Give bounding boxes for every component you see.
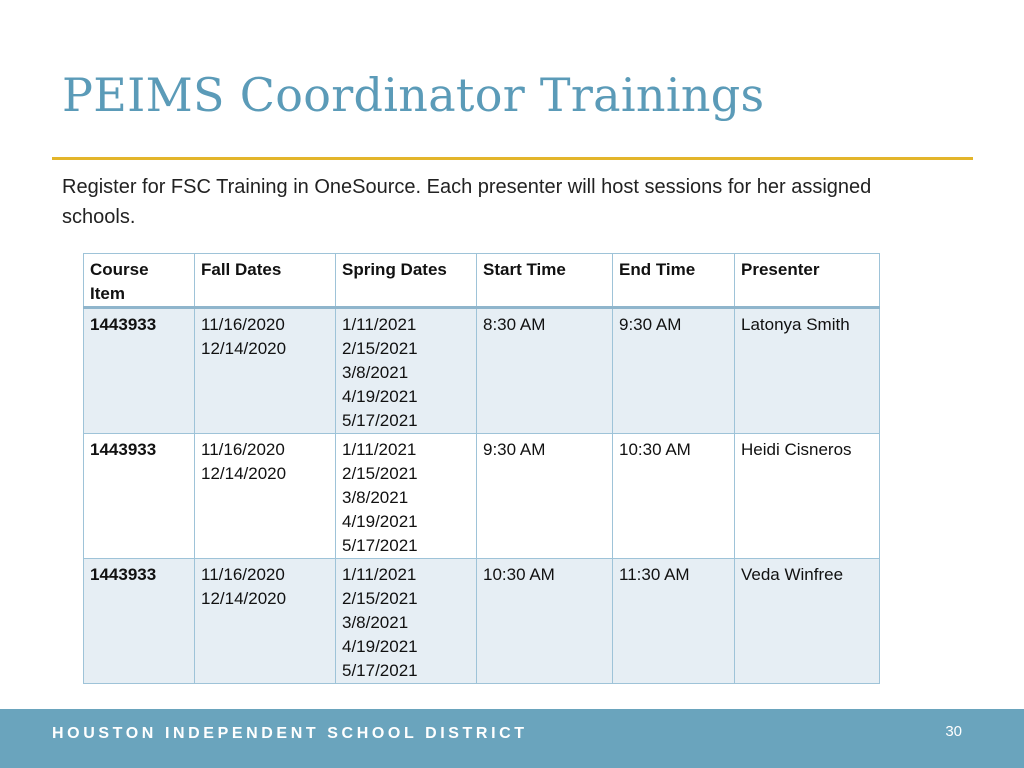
page-number: 30	[945, 723, 962, 740]
header-fall-dates: Fall Dates	[195, 254, 336, 308]
presenter-cell: Latonya Smith	[735, 308, 880, 434]
training-schedule-table	[83, 253, 880, 684]
spring-date: 1/11/2021	[342, 440, 417, 459]
spring-date: 3/8/2021	[342, 613, 409, 632]
fall-date: 11/16/2020	[201, 315, 285, 334]
fall-date: 11/16/2020	[201, 565, 285, 584]
spring-date: 2/15/2021	[342, 464, 418, 483]
fall-date: 12/14/2020	[201, 339, 287, 358]
spring-date: 1/11/2021	[342, 565, 417, 584]
fall-date: 12/14/2020	[201, 464, 287, 483]
end-time-cell: 9:30 AM	[613, 308, 735, 434]
course-item-cell: 1443933	[84, 308, 195, 434]
spring-dates-cell	[336, 308, 477, 434]
header-presenter: Presenter	[735, 254, 880, 308]
spring-date: 4/19/2021	[342, 387, 418, 406]
district-name: HOUSTON INDEPENDENT SCHOOL DISTRICT	[52, 725, 528, 742]
end-time-cell: 10:30 AM	[613, 434, 735, 559]
table-row	[84, 434, 880, 559]
course-item-cell: 1443933	[84, 434, 195, 559]
fall-dates-cell	[195, 434, 336, 559]
spring-date: 3/8/2021	[342, 488, 409, 507]
start-time-cell: 8:30 AM	[477, 308, 613, 434]
spring-date: 2/15/2021	[342, 589, 418, 608]
fall-date: 11/16/2020	[201, 440, 285, 459]
presenter-cell: Heidi Cisneros	[735, 434, 880, 559]
fall-date: 12/14/2020	[201, 589, 287, 608]
end-time-cell: 11:30 AM	[613, 559, 735, 684]
table-header-row	[84, 254, 880, 308]
spring-date: 4/19/2021	[342, 512, 418, 531]
footer-bar	[0, 709, 1024, 768]
start-time-cell: 9:30 AM	[477, 434, 613, 559]
spring-dates-cell	[336, 434, 477, 559]
spring-date: 5/17/2021	[342, 536, 418, 555]
spring-date: 5/17/2021	[342, 411, 418, 430]
intro-text: Register for FSC Training in OneSource. Each presenter will host sessions for her assigned schools.	[62, 176, 872, 228]
spring-date: 5/17/2021	[342, 661, 418, 680]
spring-date: 1/11/2021	[342, 315, 417, 334]
header-course-item: Course Item	[84, 254, 195, 308]
presenter-cell: Veda Winfree	[735, 559, 880, 684]
header-start-time: Start Time	[477, 254, 613, 308]
start-time-cell: 10:30 AM	[477, 559, 613, 684]
course-item-cell: 1443933	[84, 559, 195, 684]
fall-dates-cell	[195, 308, 336, 434]
header-spring-dates: Spring Dates	[336, 254, 477, 308]
table-row	[84, 308, 880, 434]
spring-date: 2/15/2021	[342, 339, 418, 358]
fall-dates-cell	[195, 559, 336, 684]
table-row	[84, 559, 880, 684]
spring-date: 4/19/2021	[342, 637, 418, 656]
slide-title: PEIMS Coordinator Trainings	[62, 68, 765, 122]
spring-date: 3/8/2021	[342, 363, 409, 382]
title-divider	[52, 157, 973, 160]
header-end-time: End Time	[613, 254, 735, 308]
spring-dates-cell	[336, 559, 477, 684]
